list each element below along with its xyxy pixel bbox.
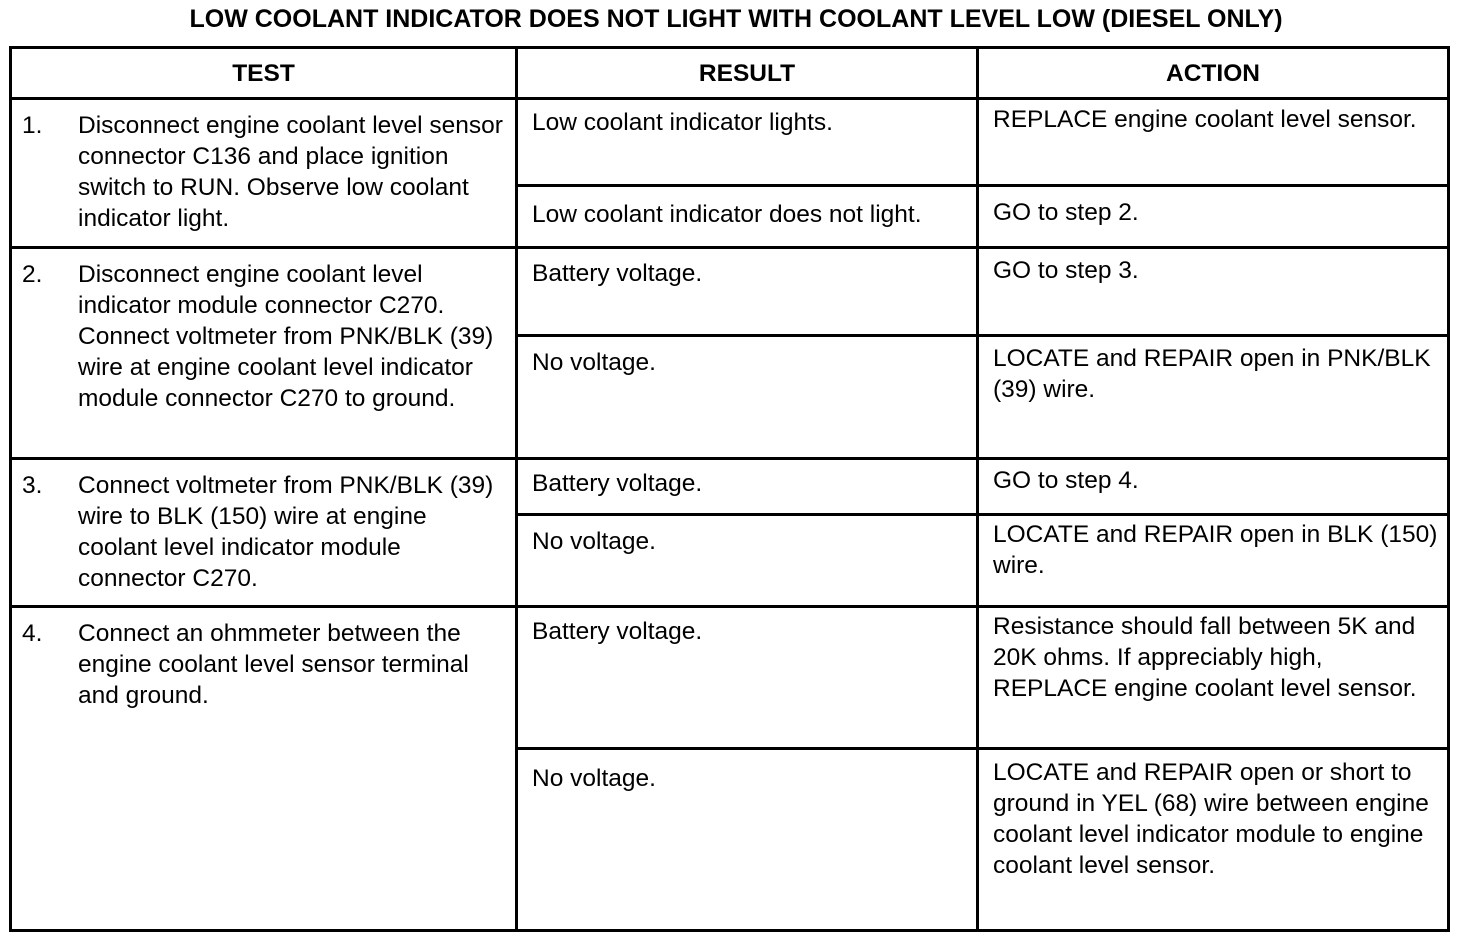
header-row	[11, 48, 1449, 99]
table-row	[11, 607, 1449, 749]
table-row	[11, 248, 1449, 336]
action-text: LOCATE and REPAIR open in BLK (150) wire.	[993, 521, 1438, 579]
action-cell	[978, 186, 1449, 248]
action-text: GO to step 2.	[993, 199, 1139, 226]
result-text: No voltage.	[532, 528, 656, 555]
result-text: Low coolant indicator lights.	[532, 109, 833, 136]
result-cell	[517, 515, 978, 607]
result-cell	[517, 99, 978, 186]
result-text: Low coolant indicator does not light.	[532, 201, 922, 228]
action-cell	[978, 459, 1449, 515]
test-cell-step-1	[11, 99, 517, 248]
test-description: Disconnect engine coolant level indicator module connector C270. Connect voltmeter from PNK/BLK (39) wire at engine coolant level indicator module connector C270 to ground.	[78, 261, 494, 412]
action-cell	[978, 607, 1449, 749]
test-description: Connect voltmeter from PNK/BLK (39) wire to BLK (150) wire at engine coolant level indicator module connector C270.	[78, 472, 494, 592]
action-text: GO to step 3.	[993, 257, 1139, 284]
result-cell	[517, 186, 978, 248]
step-number: 1.	[22, 112, 43, 139]
page-title: LOW COOLANT INDICATOR DOES NOT LIGHT WITH COOLANT LEVEL LOW (DIESEL ONLY)	[189, 5, 1283, 33]
diagnostic-table	[9, 46, 1450, 932]
table-row	[11, 99, 1449, 186]
result-cell	[517, 336, 978, 459]
result-text: Battery voltage.	[532, 618, 703, 645]
test-description: Connect an ohmmeter between the engine coolant level sensor terminal and ground.	[78, 620, 469, 709]
header-result: RESULT	[517, 48, 978, 99]
header-test: TEST	[11, 48, 517, 99]
result-cell	[517, 459, 978, 515]
step-number: 2.	[22, 261, 43, 288]
test-cell-step-2	[11, 248, 517, 459]
result-cell	[517, 749, 978, 931]
test-description: Disconnect engine coolant level sensor connector C136 and place ignition switch to RUN. Observe low coolant indicator light.	[78, 112, 503, 232]
result-cell	[517, 607, 978, 749]
result-text: Battery voltage.	[532, 260, 703, 287]
action-cell	[978, 515, 1449, 607]
result-text: No voltage.	[532, 349, 656, 376]
action-text: Resistance should fall between 5K and 20K ohms. If appreciably high, REPLACE engine coolant level sensor.	[993, 613, 1417, 702]
step-number: 3.	[22, 472, 43, 499]
result-text: No voltage.	[532, 765, 656, 792]
action-text: GO to step 4.	[993, 467, 1139, 494]
table-row	[11, 459, 1449, 515]
header-action: ACTION	[978, 48, 1449, 99]
action-cell	[978, 99, 1449, 186]
test-cell-step-4	[11, 607, 517, 931]
test-cell-step-3	[11, 459, 517, 607]
action-cell	[978, 248, 1449, 336]
step-number: 4.	[22, 620, 43, 647]
result-cell	[517, 248, 978, 336]
result-text: Battery voltage.	[532, 470, 703, 497]
action-cell	[978, 336, 1449, 459]
action-text: LOCATE and REPAIR open in PNK/BLK (39) wire.	[993, 345, 1431, 403]
action-text: LOCATE and REPAIR open or short to ground in YEL (68) wire between engine coolant level indicator module to engine coolant level sensor.	[993, 759, 1429, 879]
action-cell	[978, 749, 1449, 931]
action-text: REPLACE engine coolant level sensor.	[993, 106, 1417, 133]
